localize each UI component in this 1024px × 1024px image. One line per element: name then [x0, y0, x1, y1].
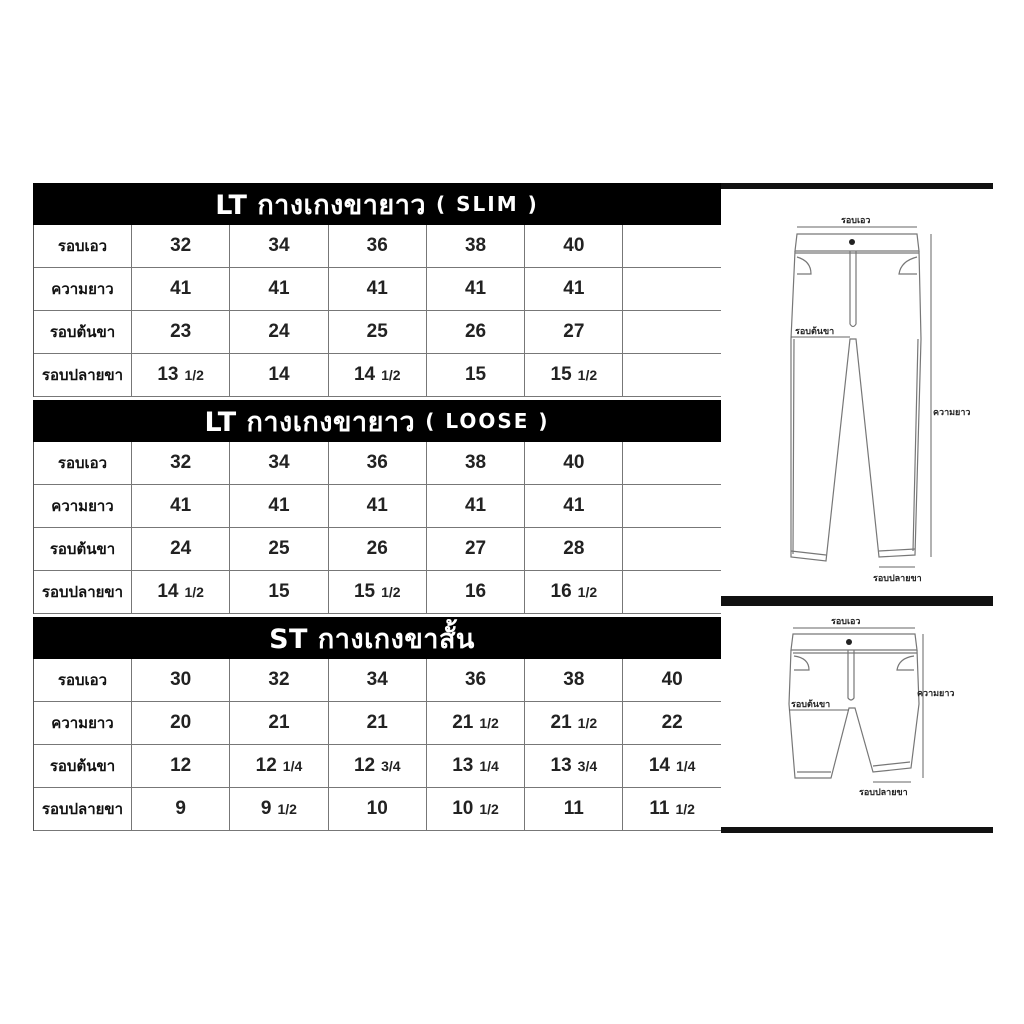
long-pants-diagram-panel [721, 183, 993, 603]
size-value-cell: 30 [132, 659, 230, 702]
row-label: รอบเอว [34, 442, 132, 485]
size-value-cell: 36 [329, 442, 427, 485]
size-value-cell: 26 [329, 528, 427, 571]
size-value-cell [623, 354, 721, 397]
size-value-cell: 27 [427, 528, 525, 571]
section-title-st-short [33, 617, 721, 659]
size-value-cell: 23 [132, 311, 230, 354]
size-value-cell: 22 [623, 702, 721, 745]
long-pants-diagram [721, 189, 993, 596]
size-value-cell: 25 [230, 528, 328, 571]
size-value-cell [623, 485, 721, 528]
size-value-cell: 15 1/2 [329, 571, 427, 614]
row-label: รอบปลายขา [34, 788, 132, 831]
row-label: ความยาว [34, 485, 132, 528]
size-table-lt-loose [33, 442, 722, 614]
section-title-text: LT กางเกงขายาว [204, 406, 416, 438]
row-label: ความยาว [34, 268, 132, 311]
size-value-cell: 41 [230, 268, 328, 311]
short-pants-diagram-panel [721, 603, 993, 833]
size-value-cell: 41 [230, 485, 328, 528]
size-value-cell: 32 [230, 659, 328, 702]
size-value-cell: 9 1/2 [230, 788, 328, 831]
size-value-cell: 21 1/2 [427, 702, 525, 745]
size-value-cell: 14 [230, 354, 328, 397]
size-table-lt-slim [33, 225, 722, 397]
size-value-cell: 25 [329, 311, 427, 354]
size-value-cell: 20 [132, 702, 230, 745]
size-value-cell: 12 [132, 745, 230, 788]
size-value-cell: 21 1/2 [525, 702, 623, 745]
section-title-lt-loose [33, 400, 721, 442]
row-label: ความยาว [34, 702, 132, 745]
size-value-cell: 41 [427, 485, 525, 528]
size-value-cell [623, 268, 721, 311]
size-value-cell: 38 [427, 225, 525, 268]
row-label: รอบต้นขา [34, 745, 132, 788]
size-table-st-short [33, 659, 722, 831]
waist-label: รอบเอว [841, 216, 871, 226]
size-value-cell [623, 225, 721, 268]
size-value-cell: 38 [525, 659, 623, 702]
size-value-cell: 16 1/2 [525, 571, 623, 614]
size-value-cell: 36 [329, 225, 427, 268]
size-value-cell: 11 [525, 788, 623, 831]
short-pants-diagram [721, 606, 993, 827]
section-subtitle: ( LOOSE ) [425, 409, 550, 433]
size-value-cell: 38 [427, 442, 525, 485]
waist-label: รอบเอว [831, 617, 861, 627]
size-value-cell: 34 [230, 225, 328, 268]
size-value-cell: 41 [525, 485, 623, 528]
size-value-cell: 11 1/2 [623, 788, 721, 831]
size-value-cell: 41 [427, 268, 525, 311]
size-value-cell: 24 [230, 311, 328, 354]
size-value-cell [623, 311, 721, 354]
button-icon [849, 239, 855, 245]
long-pants-outline [791, 234, 921, 561]
size-value-cell: 40 [623, 659, 721, 702]
row-label: รอบเอว [34, 225, 132, 268]
size-value-cell: 10 [329, 788, 427, 831]
size-value-cell: 16 [427, 571, 525, 614]
size-value-cell: 41 [329, 485, 427, 528]
size-value-cell [623, 528, 721, 571]
size-value-cell [623, 442, 721, 485]
size-value-cell: 34 [230, 442, 328, 485]
size-value-cell: 41 [132, 268, 230, 311]
size-value-cell: 41 [329, 268, 427, 311]
row-label: รอบต้นขา [34, 528, 132, 571]
size-value-cell: 9 [132, 788, 230, 831]
size-value-cell: 14 1/4 [623, 745, 721, 788]
section-title-text: LT กางเกงขายาว [215, 189, 427, 221]
size-value-cell: 41 [132, 485, 230, 528]
size-value-cell: 24 [132, 528, 230, 571]
size-value-cell: 14 1/2 [132, 571, 230, 614]
size-value-cell [623, 571, 721, 614]
size-value-cell: 12 3/4 [329, 745, 427, 788]
hem-label: รอบปลายขา [859, 788, 908, 798]
row-label: รอบปลายขา [34, 354, 132, 397]
hem-label: รอบปลายขา [873, 574, 922, 584]
size-value-cell: 13 1/4 [427, 745, 525, 788]
size-value-cell: 40 [525, 442, 623, 485]
section-subtitle: ( SLIM ) [436, 192, 539, 216]
size-value-cell: 28 [525, 528, 623, 571]
size-value-cell: 15 [427, 354, 525, 397]
size-value-cell: 13 1/2 [132, 354, 230, 397]
size-chart [33, 183, 993, 833]
length-label: ความยาว [917, 689, 955, 699]
size-value-cell: 26 [427, 311, 525, 354]
length-label: ความยาว [933, 408, 971, 418]
size-value-cell: 21 [230, 702, 328, 745]
size-value-cell: 36 [427, 659, 525, 702]
size-value-cell: 14 1/2 [329, 354, 427, 397]
button-icon [846, 639, 852, 645]
row-label: รอบเอว [34, 659, 132, 702]
size-tables [33, 183, 721, 833]
thigh-label: รอบต้นขา [795, 327, 835, 337]
size-value-cell: 27 [525, 311, 623, 354]
section-title-lt-slim [33, 183, 721, 225]
size-value-cell: 13 3/4 [525, 745, 623, 788]
size-value-cell: 32 [132, 442, 230, 485]
thigh-label: รอบต้นขา [791, 700, 831, 710]
size-value-cell: 32 [132, 225, 230, 268]
size-value-cell: 15 1/2 [525, 354, 623, 397]
size-value-cell: 34 [329, 659, 427, 702]
size-value-cell: 40 [525, 225, 623, 268]
row-label: รอบต้นขา [34, 311, 132, 354]
size-value-cell: 10 1/2 [427, 788, 525, 831]
row-label: รอบปลายขา [34, 571, 132, 614]
size-value-cell: 21 [329, 702, 427, 745]
size-value-cell: 12 1/4 [230, 745, 328, 788]
size-value-cell: 41 [525, 268, 623, 311]
size-value-cell: 15 [230, 571, 328, 614]
section-title-text: ST กางเกงขาสั้น [269, 623, 475, 655]
